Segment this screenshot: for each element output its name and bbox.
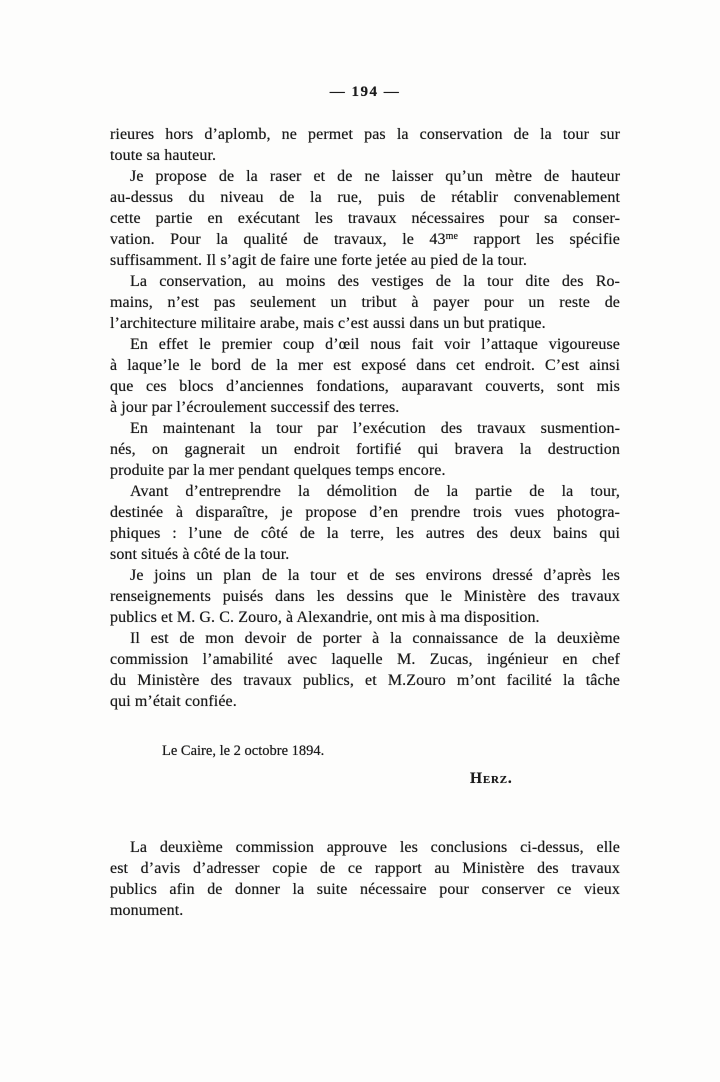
text-line: Je propose de la raser et de ne laisser qu’un mètre de hauteur	[130, 168, 620, 185]
paragraph	[110, 837, 620, 921]
text-line: toute sa hauteur.	[110, 147, 217, 164]
text-line: l’architecture militaire arabe, mais c’est aussi dans un but pratique.	[110, 315, 546, 332]
text-line: au-dessus du niveau de la rue, puis de rétablir convenablement	[110, 189, 620, 206]
text-line: du Ministère des travaux publics, et M.Zouro m’ont facilité la tâche	[110, 672, 620, 689]
text-line: monument.	[110, 902, 184, 919]
text-line: renseignements puisés dans les dessins que le Ministère des travaux	[110, 588, 620, 605]
text-line: Je joins un plan de la tour et de ses environs dressé d’après les	[130, 567, 620, 584]
page-number: — 194 —	[329, 84, 401, 100]
text-line: publics et M. G. C. Zouro, à Alexandrie, ont mis à ma disposition.	[110, 609, 540, 626]
paragraph	[110, 124, 620, 166]
text-line: La conservation, au moins des vestiges de la tour dite des Ro-	[130, 273, 620, 290]
text-line: à laque’le le bord de la mer est exposé dans cet endroit. C’est ainsi	[110, 357, 620, 374]
text-line: à jour par l’écroulement successif des terres.	[110, 399, 400, 416]
paragraph	[110, 334, 620, 418]
text-line: Avant d’entreprendre la démolition de la partie de la tour,	[130, 483, 620, 500]
text-line: En maintenant la tour par l’exécution des travaux susmention-	[130, 420, 620, 437]
text-line: Il est de mon devoir de porter à la connaissance de la deuxième	[130, 630, 620, 647]
text-line: phiques : l’une de côté de la terre, les autres des deux bains qui	[110, 525, 620, 542]
paragraph	[110, 481, 620, 565]
text-line: sont situés à côté de la tour.	[110, 546, 290, 563]
signature: Herz.	[470, 770, 513, 787]
paragraph	[110, 628, 620, 712]
text-line: vation. Pour la qualité de travaux, le $43^{me}$ rapport les spécifie	[110, 231, 621, 248]
text-line: nés, on gagnerait un endroit fortifié qui bravera la destruction	[110, 441, 620, 458]
closing-note	[110, 837, 620, 921]
paragraph	[110, 166, 620, 271]
text-line: produite par la mer pendant quelques temps encore.	[110, 462, 446, 479]
paragraph	[110, 418, 620, 481]
text-line: publics afin de donner la suite nécessaire pour conserver ce vieux	[110, 881, 620, 898]
text-line: est d’avis d’adresser copie de ce rapport au Ministère des travaux	[110, 860, 620, 877]
report-body	[110, 124, 620, 712]
paragraph	[110, 271, 620, 334]
text-line: suffisamment. Il s’agit de faire une forte jetée au pied de la tour.	[110, 252, 528, 269]
dateline: Le Caire, le 2 octobre 1894.	[162, 743, 325, 759]
text-line: cette partie en exécutant les travaux nécessaires pour sa conser-	[110, 210, 620, 227]
text-line: En effet le premier coup d’œil nous fait voir l’attaque vigoureuse	[130, 336, 620, 353]
text-line: La deuxième commission approuve les conclusions ci-dessus, elle	[130, 839, 620, 856]
text-line: que ces blocs d’anciennes fondations, auparavant couverts, sont mis	[110, 378, 620, 395]
text-line: commission l’amabilité avec laquelle M. Zucas, ingénieur en chef	[110, 651, 620, 668]
text-line: qui m’était confiée.	[110, 693, 237, 710]
text-line: rieures hors d’aplomb, ne permet pas la conservation de la tour sur	[110, 126, 620, 143]
text-line: mains, n’est pas seulement un tribut à payer pour un reste de	[110, 294, 620, 311]
text-line: destinée à disparaître, je propose d’en prendre trois vues photogra-	[110, 504, 620, 521]
paragraph	[110, 565, 620, 628]
